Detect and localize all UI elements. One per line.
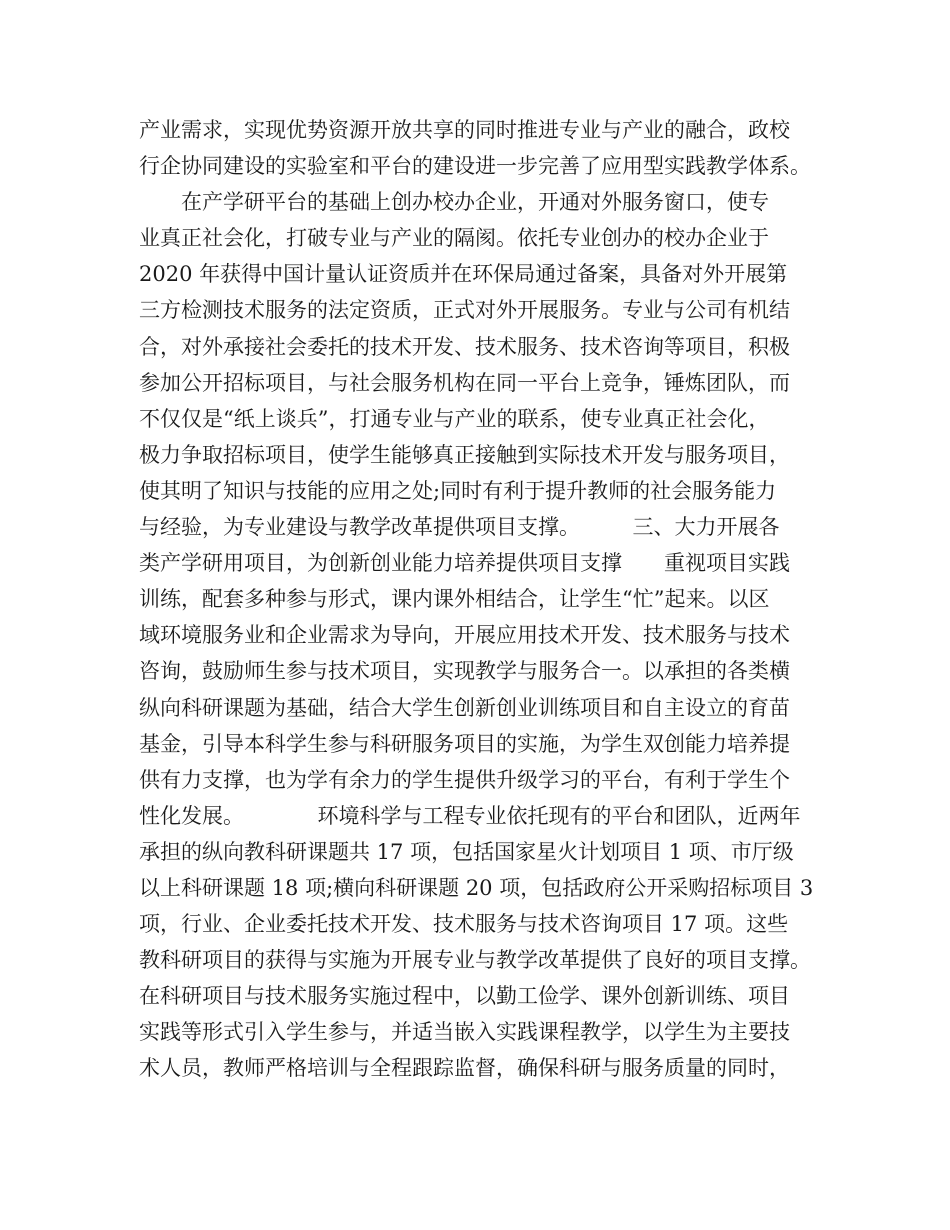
- text-line-10: 极力争取招标项目，使学生能够真正接触到实际技术开发与服务项目，: [139, 442, 790, 467]
- text-line-11: 使其明了知识与技能的应用之处;同时有利于提升教师的社会服务能力: [139, 478, 777, 503]
- text-line-12: 与经验，为专业建设与教学改革提供项目支撑。 三、大力开展各: [139, 515, 780, 540]
- text-line-8: 参加公开招标项目，与社会服务机构在同一平台上竞争，锤炼团队，而: [139, 370, 790, 395]
- text-line-27: 术人员，教师严格培训与全程跟踪监督，确保科研与服务质量的同时，: [139, 1056, 790, 1081]
- text-line-3: 在产学研平台的基础上创办校办企业，开通对外服务窗口，使专: [139, 190, 769, 215]
- text-line-18: 基金，引导本科学生参与科研服务项目的实施，为学生双创能力培养提: [139, 731, 790, 756]
- text-line-26: 实践等形式引入学生参与，并适当嵌入实践课程教学，以学生为主要技: [139, 1020, 790, 1045]
- text-line-15: 域环境服务业和企业需求为导向，开展应用技术开发、技术服务与技术: [139, 623, 790, 648]
- text-line-6: 三方检测技术服务的法定资质，正式对外开展服务。专业与公司有机结: [139, 298, 790, 323]
- text-line-9: 不仅仅是“纸上谈兵”，打通专业与产业的联系，使专业真正社会化，: [139, 406, 770, 431]
- text-line-22: 以上科研课题 18 项;横向科研课题 20 项，包括政府公开采购招标项目 3: [139, 875, 814, 900]
- body-text: [139, 112, 829, 1087]
- text-line-7: 合，对外承接社会委托的技术开发、技术服务、技术咨询等项目，积极: [139, 334, 790, 359]
- text-line-4: 业真正社会化，打破专业与产业的隔阂。依托专业创办的校办企业于: [139, 226, 769, 251]
- text-line-1: 产业需求，实现优势资源开放共享的同时推进专业与产业的融合，政校: [139, 118, 790, 142]
- text-line-13: 类产学研用项目，为创新创业能力培养提供项目支撑 重视项目实践: [139, 551, 790, 576]
- text-line-17: 纵向科研课题为基础，结合大学生创新创业训练项目和自主设立的育苗: [139, 695, 790, 720]
- text-line-23: 项，行业、企业委托技术开发、技术服务与技术咨询项目 17 项。这些: [139, 912, 789, 937]
- text-line-14: 训练，配套多种参与形式，课内课外相结合，让学生“忙”起来。以区: [139, 587, 770, 612]
- text-line-24: 教科研项目的获得与实施为开展专业与教学改革提供了良好的项目支撑。: [139, 948, 811, 973]
- text-line-5: 2020 年获得中国计量认证资质并在环保局通过备案，具备对外开展第: [139, 262, 788, 287]
- text-line-19: 供有力支撑，也为学有余力的学生提供升级学习的平台，有利于学生个: [139, 767, 790, 792]
- text-line-20: 性化发展。 环境科学与工程专业依托现有的平台和团队，近两年: [139, 803, 801, 828]
- text-line-16: 咨询，鼓励师生参与技术项目，实现教学与服务合一。以承担的各类横: [139, 659, 790, 684]
- text-line-2: 行企协同建设的实验室和平台的建设进一步完善了应用型实践教学体系。: [139, 154, 811, 179]
- text-line-25: 在科研项目与技术服务实施过程中，以勤工俭学、课外创新训练、项目: [139, 984, 790, 1009]
- text-line-21: 承担的纵向教科研课题共 17 项，包括国家星火计划项目 1 项、市厅级: [139, 839, 794, 864]
